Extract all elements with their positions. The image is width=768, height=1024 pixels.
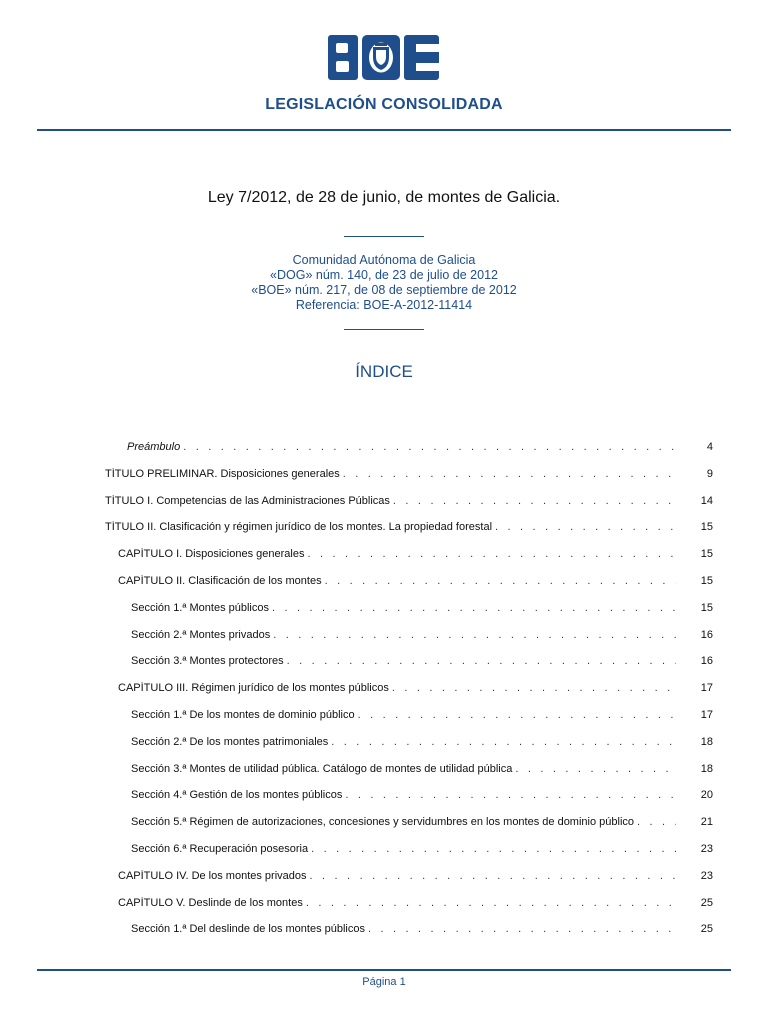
toc-entry-page[interactable]: 20 — [700, 789, 713, 801]
toc-entry-page[interactable]: 15 — [700, 602, 713, 614]
toc-entry[interactable] — [105, 521, 676, 537]
toc-entry-label: TÍTULO PRELIMINAR. Disposiciones generales — [105, 468, 340, 480]
toc-entry[interactable] — [118, 575, 676, 591]
toc-entry-label: Preámbulo — [127, 441, 181, 453]
short-divider-bottom — [344, 329, 424, 330]
toc-leader-dots — [343, 468, 676, 480]
toc-entry[interactable] — [131, 629, 676, 645]
logo-text: BOE — [328, 35, 331, 36]
toc-leader-dots — [311, 843, 676, 855]
meta-dog: «DOG» núm. 140, de 23 de julio de 2012 — [270, 268, 498, 282]
short-divider-top — [344, 236, 424, 237]
document-title: Ley 7/2012, de 28 de junio, de montes de Galicia. — [207, 189, 561, 206]
toc-entry-label: Sección 3.ª Montes protectores — [131, 655, 284, 667]
toc-entry-page[interactable]: 15 — [700, 521, 713, 533]
document-metadata — [0, 253, 768, 313]
toc-entry-label: CAPÍTULO V. Deslinde de los montes — [118, 897, 303, 909]
footer-divider — [37, 969, 731, 971]
toc-entry-label: Sección 2.ª Montes privados — [131, 629, 271, 641]
toc-entry[interactable] — [131, 602, 676, 618]
header-divider — [37, 129, 731, 131]
toc-leader-dots — [273, 629, 676, 641]
toc-leader-dots — [637, 816, 676, 828]
meta-boe: «BOE» núm. 217, de 08 de septiembre de 2012 — [251, 283, 517, 297]
toc-leader-dots — [393, 495, 676, 507]
toc-entry[interactable] — [131, 816, 676, 832]
index-title: ÍNDICE — [355, 362, 413, 381]
toc-entry[interactable] — [131, 763, 676, 779]
toc-entry-page[interactable]: 9 — [706, 468, 713, 480]
toc-entry-page[interactable]: 18 — [700, 736, 713, 748]
toc-leader-dots — [306, 897, 676, 909]
toc-entry[interactable] — [131, 789, 676, 805]
toc-entry[interactable] — [118, 897, 676, 913]
meta-reference: Referencia: BOE-A-2012-11414 — [295, 298, 473, 312]
toc-entry-label: Sección 6.ª Recuperación posesoria — [131, 843, 309, 855]
toc-entry[interactable] — [127, 441, 676, 457]
toc-entry[interactable] — [118, 548, 676, 564]
toc-entry-label: Sección 1.ª Del deslinde de los montes públicos — [131, 923, 365, 935]
toc-entry-page[interactable]: 4 — [706, 441, 713, 453]
toc-leader-dots — [392, 682, 676, 694]
toc-leader-dots — [310, 870, 676, 882]
toc-entry-page[interactable]: 25 — [700, 897, 713, 909]
toc-entry[interactable] — [131, 843, 676, 859]
toc-entry-label: Sección 3.ª Montes de utilidad pública. Catálogo de montes de utilidad pública — [131, 763, 513, 775]
toc-entry[interactable] — [105, 495, 676, 511]
toc-entry-page[interactable]: 15 — [700, 575, 713, 587]
toc-leader-dots — [368, 923, 676, 935]
toc-entry[interactable] — [118, 870, 676, 886]
meta-community: Comunidad Autónoma de Galicia — [292, 253, 476, 267]
toc-entry-page[interactable]: 15 — [700, 548, 713, 560]
toc-entry-label: Sección 4.ª Gestión de los montes públicos — [131, 789, 343, 801]
toc-entry[interactable] — [131, 736, 676, 752]
toc-entry-label: Sección 2.ª De los montes patrimoniales — [131, 736, 329, 748]
toc-leader-dots — [358, 709, 676, 721]
toc-entry[interactable] — [131, 709, 676, 725]
toc-entry-page[interactable]: 23 — [700, 870, 713, 882]
toc-entry-label: TÍTULO II. Clasificación y régimen jurídico de los montes. La propiedad forestal — [105, 521, 493, 533]
toc-entry-label: CAPÍTULO I. Disposiciones generales — [118, 548, 305, 560]
toc-leader-dots — [515, 763, 676, 775]
toc-leader-dots — [331, 736, 676, 748]
toc-entry-page[interactable]: 23 — [700, 843, 713, 855]
toc-leader-dots — [272, 602, 676, 614]
toc-entry-label: Sección 1.ª De los montes de dominio público — [131, 709, 355, 721]
page-number: Página 1 — [362, 976, 406, 988]
toc-entry-label: Sección 1.ª Montes públicos — [131, 602, 269, 614]
boe-logo — [328, 35, 439, 80]
toc-entry-page[interactable]: 16 — [700, 655, 713, 667]
toc-entry-label: Sección 5.ª Régimen de autorizaciones, concesiones y servidumbres en los montes de dominio público — [131, 816, 635, 828]
toc-entry-label: CAPÍTULO II. Clasificación de los montes — [118, 575, 322, 587]
toc-entry-page[interactable]: 17 — [700, 682, 713, 694]
toc-entry[interactable] — [118, 682, 676, 698]
toc-entry-page[interactable]: 17 — [700, 709, 713, 721]
toc-leader-dots — [345, 789, 676, 801]
toc-entry-label: TÍTULO I. Competencias de las Administraciones Públicas — [105, 495, 390, 507]
toc-entry[interactable] — [131, 655, 676, 671]
toc-entry-page[interactable]: 25 — [700, 923, 713, 935]
toc-entry-page[interactable]: 16 — [700, 629, 713, 641]
toc-entry-label: CAPÍTULO III. Régimen jurídico de los montes públicos — [118, 682, 389, 694]
toc-entry[interactable] — [105, 468, 676, 484]
toc-entry-page[interactable]: 21 — [700, 816, 713, 828]
toc-leader-dots — [325, 575, 676, 587]
toc-entry-label: CAPÍTULO IV. De los montes privados — [118, 870, 307, 882]
toc-entry-page[interactable]: 14 — [700, 495, 713, 507]
toc-entry-page[interactable]: 18 — [700, 763, 713, 775]
toc-leader-dots — [495, 521, 676, 533]
toc-entry[interactable] — [131, 923, 676, 939]
toc-leader-dots — [307, 548, 676, 560]
toc-leader-dots — [183, 441, 676, 453]
toc-leader-dots — [287, 655, 676, 667]
header-title: LEGISLACIÓN CONSOLIDADA — [265, 96, 503, 113]
